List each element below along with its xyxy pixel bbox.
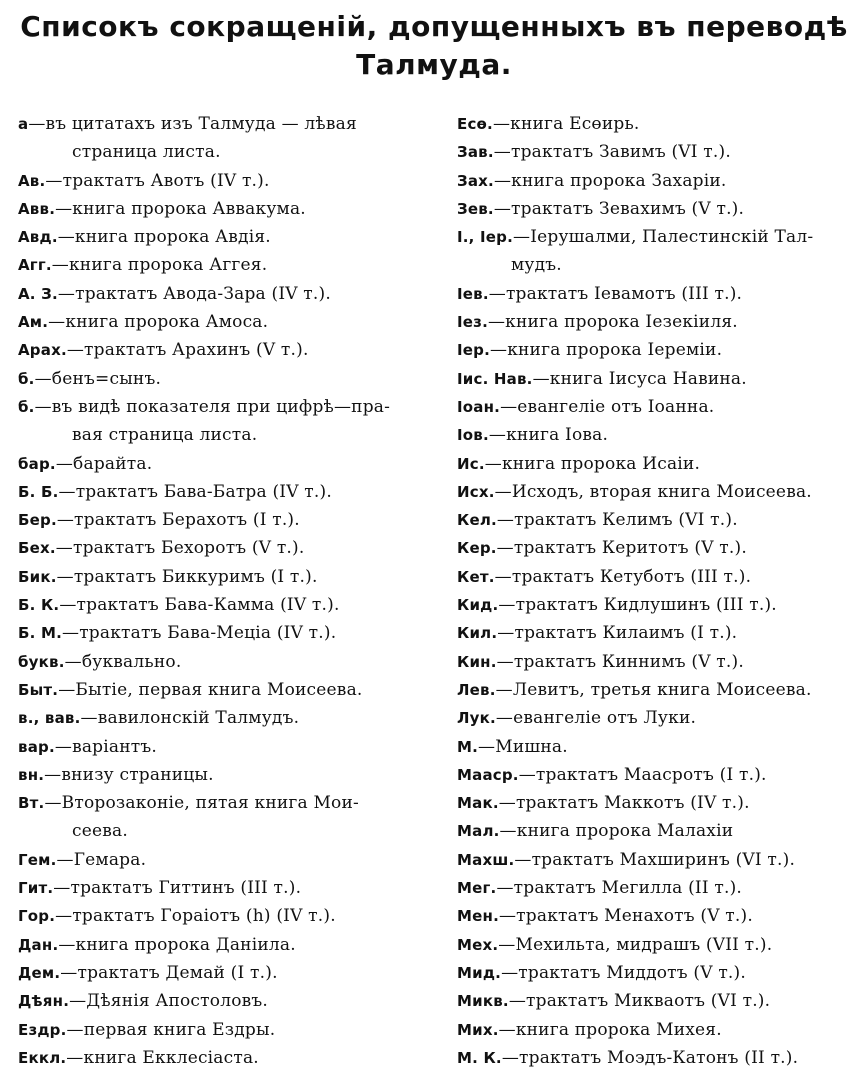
abbreviation-definition: книга Екклесіаста. bbox=[83, 1047, 259, 1068]
abbreviation-entry bbox=[457, 534, 857, 562]
abbreviation-definition: трактатъ Биккуримъ (I т.). bbox=[73, 566, 318, 587]
abbreviation-term: Кид. bbox=[457, 596, 499, 615]
abbreviation-definition: трактатъ Келимъ (VI т.). bbox=[514, 510, 738, 531]
abbreviation-term: Исх. bbox=[457, 482, 495, 501]
abbreviation-entry bbox=[18, 648, 438, 676]
abbreviation-entry bbox=[457, 421, 857, 449]
em-dash-separator: — bbox=[61, 623, 80, 644]
abbreviation-term: Бер. bbox=[18, 511, 57, 530]
abbreviation-term: Іис. Нав. bbox=[457, 369, 533, 388]
em-dash-separator: — bbox=[484, 453, 502, 474]
abbreviation-entry bbox=[18, 478, 438, 506]
abbreviation-term: М. bbox=[457, 737, 479, 756]
em-dash-separator: — bbox=[66, 340, 85, 361]
em-dash-separator: — bbox=[498, 793, 516, 814]
em-dash-separator: — bbox=[54, 736, 73, 757]
right-column bbox=[457, 110, 857, 1072]
abbreviation-term: Ав. bbox=[18, 171, 46, 190]
em-dash-separator: — bbox=[55, 453, 74, 474]
em-dash-separator: — bbox=[66, 1019, 84, 1040]
abbreviation-entry bbox=[457, 648, 857, 676]
em-dash-separator: — bbox=[496, 651, 514, 672]
abbreviation-term: бар. bbox=[18, 454, 56, 473]
abbreviation-term: Гем. bbox=[18, 850, 57, 869]
abbreviation-entry bbox=[18, 902, 438, 930]
abbreviation-definition: трактатъ Демай (I т.). bbox=[77, 962, 278, 983]
em-dash-separator: — bbox=[495, 679, 513, 700]
abbreviation-term: Гит. bbox=[18, 879, 54, 898]
title-line-1: Списокъ сокращеній, допущенныхъ въ переводѣ bbox=[20, 10, 848, 43]
abbreviation-entry-continuation bbox=[18, 138, 438, 166]
em-dash-separator: — bbox=[55, 198, 73, 219]
em-dash-separator: — bbox=[493, 170, 512, 191]
em-dash-separator: — bbox=[493, 198, 512, 219]
abbreviation-definition: сеева. bbox=[72, 821, 128, 842]
abbreviation-entry-continuation bbox=[18, 817, 438, 845]
em-dash-separator: — bbox=[500, 396, 518, 417]
abbreviation-term: Ездр. bbox=[18, 1020, 67, 1039]
abbreviation-definition: трактатъ Килаимъ (I т.). bbox=[514, 623, 738, 644]
em-dash-separator: — bbox=[496, 878, 514, 899]
abbreviation-term: Б. Б. bbox=[18, 482, 59, 501]
abbreviation-entry bbox=[457, 478, 857, 506]
abbreviation-entry bbox=[457, 138, 857, 166]
em-dash-separator: — bbox=[34, 368, 52, 389]
abbreviation-entry bbox=[18, 676, 438, 704]
abbreviation-term: Дѣян. bbox=[18, 992, 70, 1011]
em-dash-separator: — bbox=[494, 481, 512, 502]
abbreviation-term: Іер. bbox=[457, 341, 490, 360]
abbreviation-entry bbox=[18, 987, 438, 1015]
abbreviation-definition: трактатъ Гиттинъ (III т.). bbox=[70, 878, 302, 899]
em-dash-separator: — bbox=[57, 227, 75, 248]
abbreviation-term: Іез. bbox=[457, 313, 488, 332]
abbreviation-definition: книга пророка Амоса. bbox=[65, 312, 269, 333]
abbreviation-entry bbox=[457, 704, 857, 732]
abbreviation-definition: книга пророка Авдія. bbox=[74, 227, 271, 248]
em-dash-separator: — bbox=[501, 962, 519, 983]
abbreviation-entry bbox=[18, 167, 438, 195]
abbreviation-entry bbox=[18, 761, 438, 789]
em-dash-separator: — bbox=[478, 736, 496, 757]
abbreviation-definition: книга пророка Малахіи bbox=[516, 821, 734, 842]
abbreviation-definition: трактатъ Маасротъ (I т.). bbox=[535, 764, 767, 785]
abbreviation-term: Мих. bbox=[457, 1020, 499, 1039]
abbreviation-entry bbox=[457, 676, 857, 704]
abbreviation-definition: трактатъ Моэдъ-Катонъ (II т.). bbox=[519, 1047, 799, 1068]
page-title bbox=[0, 8, 868, 84]
em-dash-separator: — bbox=[53, 878, 71, 899]
em-dash-separator: — bbox=[69, 991, 87, 1012]
em-dash-separator: — bbox=[44, 764, 62, 785]
abbreviation-entry bbox=[457, 365, 857, 393]
abbreviation-definition: трактатъ Киннимъ (V т.). bbox=[513, 651, 744, 672]
abbreviation-definition: трактатъ Керитотъ (V т.). bbox=[513, 538, 747, 559]
abbreviation-entry bbox=[18, 195, 438, 223]
em-dash-separator: — bbox=[497, 623, 515, 644]
abbreviation-definition: книга пророка Захаріи. bbox=[511, 170, 727, 191]
abbreviation-entry bbox=[457, 846, 857, 874]
em-dash-separator: — bbox=[66, 1047, 84, 1068]
abbreviation-definition: трактатъ Бава-Камма (IV т.). bbox=[76, 595, 340, 616]
abbreviation-entry bbox=[18, 534, 438, 562]
em-dash-separator: — bbox=[514, 849, 532, 870]
em-dash-separator: — bbox=[55, 538, 73, 559]
abbreviation-term: Зах. bbox=[457, 171, 494, 190]
abbreviation-definition: книга пророка Аггея. bbox=[68, 255, 268, 276]
em-dash-separator: — bbox=[56, 510, 75, 531]
abbreviation-definition: Мехильта, мидрашъ (VII т.). bbox=[515, 934, 773, 955]
em-dash-separator: — bbox=[58, 679, 76, 700]
abbreviation-term: Авд. bbox=[18, 228, 58, 247]
em-dash-separator: — bbox=[487, 312, 506, 333]
em-dash-separator: — bbox=[58, 481, 76, 502]
em-dash-separator: — bbox=[498, 595, 516, 616]
em-dash-separator: — bbox=[498, 906, 517, 927]
abbreviation-entry bbox=[457, 223, 857, 251]
em-dash-separator: — bbox=[51, 255, 69, 276]
abbreviation-entry bbox=[18, 506, 438, 534]
abbreviation-term: Есө. bbox=[457, 115, 493, 133]
abbreviation-entry bbox=[457, 619, 857, 647]
abbreviation-entry bbox=[457, 308, 857, 336]
abbreviation-term: Кер. bbox=[457, 539, 497, 558]
em-dash-separator: — bbox=[55, 906, 73, 927]
abbreviation-definition: Гемара. bbox=[73, 849, 147, 870]
abbreviation-term: І., Іер. bbox=[457, 228, 513, 247]
abbreviation-term: Лук. bbox=[457, 709, 496, 728]
abbreviation-term: вн. bbox=[18, 765, 45, 784]
abbreviation-entry bbox=[18, 846, 438, 874]
em-dash-separator: — bbox=[488, 425, 507, 446]
em-dash-separator: — bbox=[532, 368, 550, 389]
em-dash-separator: — bbox=[60, 962, 78, 983]
abbreviation-term: Агг. bbox=[18, 256, 52, 275]
abbreviation-entry bbox=[457, 902, 857, 930]
abbreviation-entry bbox=[18, 450, 438, 478]
abbreviation-definition: въ цитатахъ изъ Талмуда — лѣвая bbox=[45, 114, 357, 134]
abbreviation-definition: книга пророка Іереміи. bbox=[507, 340, 723, 361]
abbreviation-definition: трактатъ Бава-Батра (IV т.). bbox=[75, 481, 332, 502]
abbreviation-term: Іов. bbox=[457, 426, 489, 445]
abbreviation-term: Мал. bbox=[457, 822, 500, 841]
abbreviation-definition: трактатъ Миддотъ (V т.). bbox=[518, 962, 746, 983]
em-dash-separator: — bbox=[499, 821, 517, 842]
abbreviation-definition: трактатъ Зевахимъ (V т.). bbox=[511, 198, 745, 219]
em-dash-separator: — bbox=[496, 510, 515, 531]
abbreviation-definition: книга Есөирь. bbox=[510, 114, 640, 134]
abbreviation-entry bbox=[18, 336, 438, 364]
em-dash-separator: — bbox=[501, 1047, 520, 1068]
abbreviation-entry bbox=[457, 874, 857, 902]
em-dash-separator: — bbox=[44, 793, 62, 814]
em-dash-separator: — bbox=[488, 283, 506, 304]
abbreviation-term: Кин. bbox=[457, 652, 497, 671]
abbreviation-entry bbox=[457, 987, 857, 1015]
abbreviation-term: А. З. bbox=[18, 284, 58, 303]
abbreviation-definition: варіантъ. bbox=[72, 736, 157, 757]
abbreviation-term: Зев. bbox=[457, 199, 494, 218]
abbreviation-definition: Дѣянія Апостоловъ. bbox=[86, 991, 269, 1012]
abbreviation-entry bbox=[18, 223, 438, 251]
abbreviation-definition: вая страница листа. bbox=[72, 425, 258, 446]
abbreviation-definition: трактатъ Іевамотъ (III т.). bbox=[505, 283, 743, 304]
abbreviation-term: Б. К. bbox=[18, 596, 60, 615]
abbreviation-term: Зав. bbox=[457, 143, 494, 162]
em-dash-separator: — bbox=[57, 283, 76, 304]
abbreviation-entry bbox=[457, 1044, 857, 1072]
abbreviation-definition: книга пророка Аввакума. bbox=[72, 198, 306, 219]
abbreviation-term: Авв. bbox=[18, 199, 56, 218]
abbreviation-term: Лев. bbox=[457, 680, 496, 699]
abbreviation-entry bbox=[457, 110, 857, 138]
abbreviation-term: б. bbox=[18, 397, 35, 416]
abbreviation-definition: трактатъ Бехоротъ (V т.). bbox=[72, 538, 305, 559]
abbreviation-definition: вавилонскій Талмудъ. bbox=[97, 708, 300, 729]
em-dash-separator: — bbox=[492, 114, 511, 134]
abbreviation-definition: книга пророка Исаіи. bbox=[501, 453, 701, 474]
em-dash-separator: — bbox=[490, 340, 508, 361]
abbreviation-term: Махш. bbox=[457, 850, 515, 869]
abbreviation-definition: книга Іова. bbox=[506, 425, 609, 446]
abbreviation-entry bbox=[457, 506, 857, 534]
abbreviation-term: Дем. bbox=[18, 963, 61, 982]
abbreviation-entry bbox=[18, 110, 438, 138]
abbreviation-definition: въ видѣ показателя при цифрѣ—пра- bbox=[51, 396, 391, 417]
abbreviation-term: М. К. bbox=[457, 1048, 502, 1067]
abbreviation-term: Ис. bbox=[457, 454, 485, 473]
abbreviation-entry bbox=[457, 789, 857, 817]
abbreviation-term: Мааср. bbox=[457, 765, 519, 784]
em-dash-separator: — bbox=[513, 227, 531, 248]
abbreviation-definition: трактатъ Авотъ (IV т.). bbox=[62, 170, 270, 191]
abbreviation-term: б. bbox=[18, 369, 35, 388]
abbreviation-term: Гор. bbox=[18, 907, 56, 926]
em-dash-separator: — bbox=[48, 312, 66, 333]
abbreviation-term: Бик. bbox=[18, 567, 57, 586]
abbreviation-term: Вт. bbox=[18, 794, 45, 813]
em-dash-separator: — bbox=[58, 934, 76, 955]
em-dash-separator: — bbox=[45, 170, 63, 191]
em-dash-separator: — bbox=[28, 114, 46, 134]
em-dash-separator: — bbox=[80, 708, 98, 729]
abbreviation-entry-continuation bbox=[18, 421, 438, 449]
abbreviation-definition: трактатъ Арахинъ (V т.). bbox=[84, 340, 309, 361]
abbreviation-term: Дан. bbox=[18, 935, 59, 954]
abbreviation-term: Мег. bbox=[457, 879, 497, 898]
abbreviation-definition: трактатъ Гораіотъ (h) (IV т.). bbox=[72, 906, 336, 927]
abbreviation-definition: мудъ. bbox=[511, 255, 562, 276]
abbreviation-entry bbox=[457, 931, 857, 959]
abbreviation-definition: трактатъ Завимъ (VI т.). bbox=[510, 142, 731, 163]
abbreviation-term: Мех. bbox=[457, 935, 499, 954]
abbreviation-entry bbox=[457, 450, 857, 478]
abbreviation-term: Арах. bbox=[18, 341, 67, 360]
abbreviation-entry bbox=[457, 959, 857, 987]
abbreviation-entry bbox=[457, 1016, 857, 1044]
em-dash-separator: — bbox=[64, 651, 82, 672]
abbreviation-entry bbox=[18, 704, 438, 732]
abbreviation-entry-continuation bbox=[457, 251, 857, 279]
abbreviation-term: Ам. bbox=[18, 313, 49, 332]
abbreviation-definition: евангеліе отъ Луки. bbox=[513, 708, 697, 729]
abbreviation-term: Еккл. bbox=[18, 1048, 67, 1067]
abbreviation-term: вар. bbox=[18, 737, 55, 756]
abbreviation-definition: буквально. bbox=[81, 651, 182, 672]
abbreviation-definition: Бытіе, первая книга Моисеева. bbox=[75, 679, 363, 700]
abbreviation-term: Іоан. bbox=[457, 397, 501, 416]
abbreviation-definition: Второзаконіе, пятая книга Мои- bbox=[61, 793, 359, 814]
abbreviation-definition: внизу страницы. bbox=[61, 764, 214, 785]
abbreviation-definition: первая книга Ездры. bbox=[83, 1019, 276, 1040]
abbreviation-entry bbox=[18, 931, 438, 959]
abbreviation-definition: трактатъ Махширинъ (VI т.). bbox=[531, 849, 796, 870]
em-dash-separator: — bbox=[495, 708, 514, 729]
abbreviation-definition: трактатъ Кетуботъ (III т.). bbox=[511, 566, 752, 587]
abbreviation-entry bbox=[18, 563, 438, 591]
abbreviation-entry bbox=[18, 959, 438, 987]
abbreviation-definition: трактатъ Менахотъ (V т.). bbox=[516, 906, 753, 927]
abbreviation-term: Кил. bbox=[457, 624, 498, 643]
abbreviation-entry bbox=[457, 393, 857, 421]
em-dash-separator: — bbox=[498, 1019, 516, 1040]
abbreviation-definition: Левитъ, третья книга Моисеева. bbox=[512, 679, 812, 700]
abbreviation-definition: книга Іисуса Навина. bbox=[549, 368, 747, 389]
abbreviation-term: а bbox=[18, 115, 29, 133]
abbreviation-definition: трактатъ Кидлушинъ (III т.). bbox=[515, 595, 777, 616]
abbreviation-entry bbox=[18, 619, 438, 647]
em-dash-separator: — bbox=[498, 934, 516, 955]
abbreviation-term: Б. М. bbox=[18, 624, 62, 643]
abbreviation-definition: трактатъ Мегилла (II т.). bbox=[513, 878, 743, 899]
em-dash-separator: — bbox=[508, 991, 527, 1012]
title-line-2: Талмуда. bbox=[356, 48, 512, 81]
abbreviation-term: букв. bbox=[18, 652, 65, 671]
em-dash-separator: — bbox=[518, 764, 536, 785]
abbreviation-entry bbox=[18, 308, 438, 336]
abbreviation-entry bbox=[18, 591, 438, 619]
abbreviation-term: Кел. bbox=[457, 511, 497, 530]
abbreviation-entry bbox=[457, 733, 857, 761]
abbreviation-entry bbox=[18, 393, 438, 421]
abbreviation-term: Кет. bbox=[457, 567, 495, 586]
abbreviation-term: Бех. bbox=[18, 539, 56, 558]
abbreviation-definition: страница листа. bbox=[72, 142, 221, 163]
em-dash-separator: — bbox=[56, 849, 74, 870]
abbreviation-entry bbox=[457, 336, 857, 364]
abbreviation-term: Мак. bbox=[457, 794, 499, 813]
abbreviation-definition: трактатъ Микваотъ (VI т.). bbox=[526, 991, 771, 1012]
abbreviation-entry bbox=[457, 195, 857, 223]
abbreviation-term: Микв. bbox=[457, 992, 509, 1011]
abbreviation-entry bbox=[457, 761, 857, 789]
left-column bbox=[18, 110, 438, 1072]
abbreviation-definition: барайта. bbox=[73, 453, 153, 474]
abbreviation-definition: книга пророка Даніила. bbox=[75, 934, 296, 955]
abbreviation-entry bbox=[18, 733, 438, 761]
abbreviation-entry bbox=[457, 280, 857, 308]
abbreviation-definition: бенъ=сынъ. bbox=[51, 368, 162, 389]
em-dash-separator: — bbox=[496, 538, 514, 559]
abbreviation-definition: трактатъ Бава-Меціа (IV т.). bbox=[79, 623, 337, 644]
abbreviation-entry bbox=[18, 1044, 438, 1072]
abbreviation-term: Мен. bbox=[457, 907, 499, 926]
abbreviation-entry bbox=[457, 167, 857, 195]
abbreviation-definition: Исходъ, вторая книга Моисеева. bbox=[511, 481, 812, 502]
abbreviation-entry bbox=[457, 817, 857, 845]
em-dash-separator: — bbox=[59, 595, 77, 616]
abbreviation-entry bbox=[457, 591, 857, 619]
em-dash-separator: — bbox=[34, 396, 52, 417]
abbreviation-entry bbox=[18, 280, 438, 308]
abbreviation-entry bbox=[18, 789, 438, 817]
em-dash-separator: — bbox=[493, 142, 511, 163]
abbreviation-definition: Мишна. bbox=[495, 736, 568, 757]
abbreviation-entry bbox=[18, 874, 438, 902]
abbreviation-definition: трактатъ Маккотъ (IV т.). bbox=[515, 793, 750, 814]
abbreviation-definition: евангеліе отъ Іоанна. bbox=[517, 396, 715, 417]
abbreviation-definition: книга пророка Михея. bbox=[515, 1019, 722, 1040]
abbreviation-term: Мид. bbox=[457, 963, 502, 982]
abbreviation-entry bbox=[18, 1016, 438, 1044]
abbreviation-term: Іев. bbox=[457, 284, 489, 303]
abbreviation-definition: книга пророка Іезекіиля. bbox=[505, 312, 738, 333]
em-dash-separator: — bbox=[494, 566, 512, 587]
abbreviation-entry bbox=[457, 563, 857, 591]
em-dash-separator: — bbox=[56, 566, 74, 587]
abbreviation-entry bbox=[18, 365, 438, 393]
abbreviation-definition: трактатъ Авода-Зара (IV т.). bbox=[75, 283, 331, 304]
abbreviation-definition: Іерушалми, Палестинскій Тал- bbox=[530, 227, 814, 248]
abbreviation-entry bbox=[18, 251, 438, 279]
abbreviation-definition: трактатъ Берахотъ (I т.). bbox=[74, 510, 300, 531]
abbreviation-term: Быт. bbox=[18, 680, 59, 699]
abbreviation-term: в., вав. bbox=[18, 709, 81, 728]
